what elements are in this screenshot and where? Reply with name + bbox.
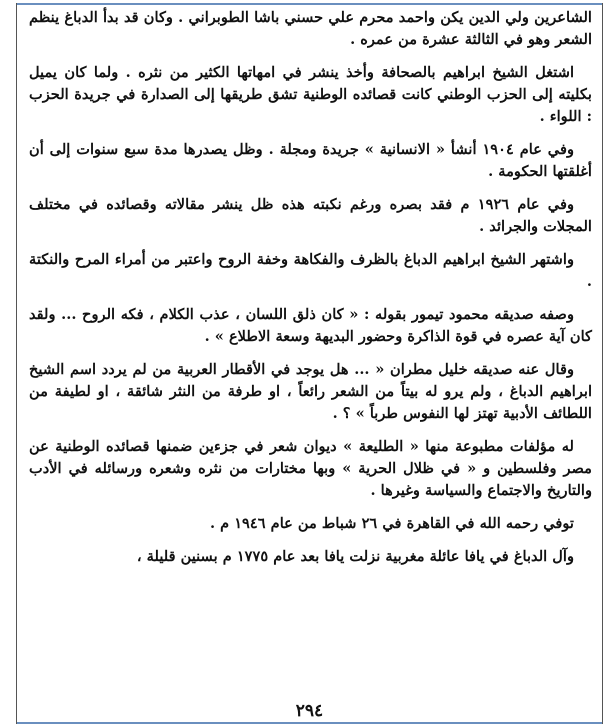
paragraph: وفي عام ١٩٢٦ م فقد بصره ورغم نكبته هذه ظل ينشر مقالاته وقصائده في مختلف المجلات والجرائد . [29, 196, 592, 235]
paragraph: اشتغل الشيخ ابراهيم بالصحافة وأخذ ينشر في امهاتها الكثير من نثره . ولما كان يميل بكليته إلى الحزب الوطني كانت قصائده الوطنية تشق طريقها إلى الصدارة في جريدة الحزب : اللواء . [29, 64, 592, 125]
top-border-rule [17, 3, 602, 5]
paragraph: وفي عام ١٩٠٤ أنشأ « الانسانية » جريدة ومجلة . وظل يصدرها مدة سبع سنوات إلى أن أغلقتها الحكومة . [29, 141, 592, 180]
page-body [29, 7, 592, 579]
paragraph: وصفه صديقه محمود تيمور بقوله : « كان ذلق اللسان ، عذب الكلام ، فكه الروح ... ولقد كان آية عصره في قوة الذاكرة وحضور البديهة وسعة الاطلاع » . [29, 306, 592, 345]
page-number: ٢٩٤ [295, 701, 324, 721]
paragraph: وآل الدباغ في يافا عائلة مغربية نزلت يافا بعد عام ١٧٧٥ م بسنين قليلة ، [136, 548, 574, 565]
paragraph: وقال عنه صديقه خليل مطران « ... هل يوجد في الأقطار العربية من لم يردد اسم الشيخ ابراهيم الدباغ ، ولم يرو له بيتاً من الشعر رائعاً ، او طرفة من النثر شائقة ، او لطيفة من اللطائف الأدبية تهتز لها النفوس طرباً » ؟ . [29, 361, 592, 422]
paragraph: توفي رحمه الله في القاهرة في ٢٦ شباط من عام ١٩٤٦ م . [209, 515, 574, 532]
paragraph: الشاعرين ولي الدين يكن واحمد محرم علي حسني باشا الطوبراني . وكان قد بدأ الدباغ ينظم الشعر وهو في الثالثة عشرة من عمره . [29, 9, 592, 48]
document-page [16, 3, 603, 724]
bottom-border-rule [17, 722, 602, 724]
paragraph: واشتهر الشيخ ابراهيم الدباغ بالظرف والفكاهة وخفة الروح واعتبر من أمراء المرح والنكتة . [29, 251, 592, 290]
paragraph: له مؤلفات مطبوعة منها « الطليعة » ديوان شعر في جزءين ضمنها قصائده الوطنية عن مصر وفلسطين و « في ظلال الحرية » وبها مختارات من نثره وشعره ورسائله في الأدب والتاريخ والاجتماع والسياسة وغيرها . [29, 438, 592, 499]
